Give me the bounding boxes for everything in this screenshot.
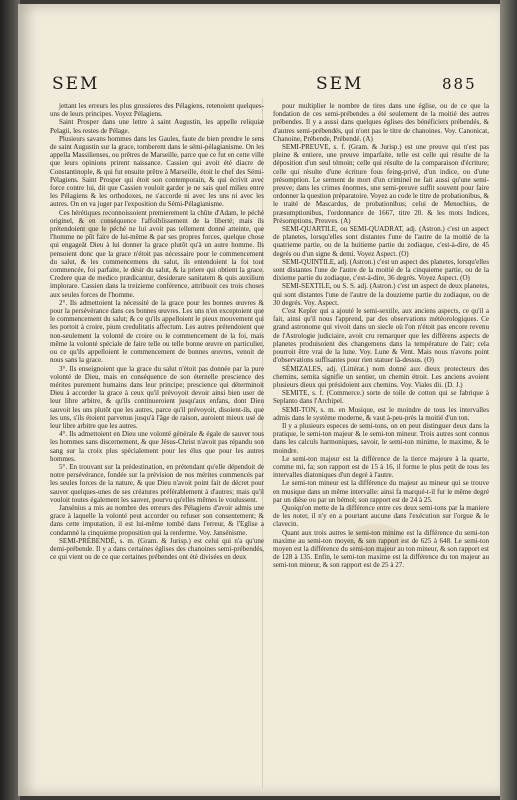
paragraph: SEMI-TON, s. m. en Musique, est le moindre de tous les intervalles admis dans le système moderne, & vaut à-peu-près la moitié d'un ton.	[273, 405, 489, 422]
paragraph: SEMI-PRÉBENDÉ, s. m. (Gram. & Jurisp.) est celui qui n'a qu'une demi-prébende. Il y a dans certaines églises des chanoines semi-prébendés, ce qui vient ou de ce que certaines prébendes ont été divisées en deux	[50, 536, 264, 562]
paragraph: jettant les erreurs les plus grossieres des Pélagiens, retenoient quelques-uns de leurs principes. Voyez Pélagiens.	[50, 102, 264, 119]
running-header	[18, 74, 500, 98]
paragraph: Il y a plusieurs especes de semi-tons, on en peut distinguer deux dans la pratique, le semi-ton majeur & le semi-ton mineur. Trois autres sont connus dans les calculs harmoniques, savoir, le semi-ton minime, le maxime, & le moindre.	[273, 421, 489, 455]
paragraph: Saint Prosper dans une lettre à saint Augustin, les appelle reliquiæ Pelagii, les restes de Pélage.	[50, 118, 264, 135]
paragraph: Jansénius a mis au nombre des erreurs des Pélagiens d'avoir admis une grace à laquelle la volonté peut accorder ou refuser son consentement; & dans cette imputation, il est lui-même tombé dans l'erreur, & l'Eglise a condamné la cinquieme proposition qui la renferme. Voy. Jansénisme.	[50, 503, 264, 537]
paragraph: pour multiplier le nombre de tires dans une église, ou de ce que la fondation de ces semi-prébendes a été seulement de la moitié des autres prébendes. Il y a aussi dans quelques églises des bénéficiers prébendés, & d'autres semi-prébendés, qui n'ont pas le titre de chanoines. Voy. Canonicat, Chanoine, Prébende, Prébendé. (A)	[273, 102, 489, 143]
paragraph: SEMI-SEXTILE, ou S. S. adj. (Astron.) c'est un aspect de deux planetes, qui sont distantes l'une de l'autre de la douzieme partie du zodiaque, ou de 30 degrés. Voy. Aspect.	[273, 282, 489, 307]
paragraph: Le semi-ton mineur est la différence du majeur au mineur qui se trouve en musique dans un même intervalle: ainsi fa marqué-t-il fur le même degré par un dièse ou par un bémol; son rapport est de 24 à 25.	[273, 479, 489, 504]
paragraph: SEMI-QUINTILE, adj. (Astron.) c'est un aspect des planetes, lorsqu'elles sont distantes l'une de l'autre de la moitié de la cinquieme partie, ou de la dixieme partie du zodiaque, c'est-à-dire, 36 degrés. Voyez Aspect. (O)	[273, 257, 489, 283]
right-column	[273, 102, 489, 570]
left-column	[50, 102, 264, 561]
paragraph: SÉMIZALES, adj. (Littérat.) nom donné aux dieux protecteurs des chemins, semita signifie un sentier, un chemin étroit. Les anciens avoient plusieurs dieux qui présidoient aux chemins. Voy. Viales dii. (D. J.)	[273, 364, 489, 389]
paragraph: 5°. En trouvant sur la prédestination, en prétendant qu'elle dépendoit de notre persévérance, fondée sur la prévision de nos mérites commencés par les seules forces de la nature, & que Dieu n'avoit point fait de décret pour sauver quelques-unes de ses créatures préférablement à d'autres; mais qu'il vouloit toutes également les sauver, pourvu qu'elles mêmes le voulussent.	[50, 462, 264, 504]
paragraph: SEMI-PREUVE, s. f. (Gram. & Jurisp.) est une preuve qui n'est pas pleine & entiere, une preuve imparfaite, telle est celle qui résulte de la déposition d'un seul témoin; celle qui résulte de la comparaison d'écriture; celle qui résulte d'une écriture fous feing-privé, d'un indice, ou d'une présomption. Le serment de mort d'un criminel ne fait aussi qu'une semi-preuve; dans les crimes énormes, une semi-preuve suffit souvent pour faire ordonner la question préparatoire. Voyez au code le titre de probationibus, & le traité de Mascardus, de probationibus; celui de Menochius, de præsumptionibus, l'ordonnance de 1667, titre 20. & les mots Indices, Présomptions, Preuves. (A)	[273, 143, 489, 225]
header-right-title: SEM	[316, 74, 364, 94]
page-number: 885	[442, 75, 477, 93]
paragraph: 3°. Ils enseignoient que la grace du salut n'étoit pas donnée par la pure volonté de Dieu, mais en conséquence de son éternelle prescience des mérites purement humains dans leur principe; prescience qui déterminoit Dieu à accorder la grace à ceux qu'il prévoyoit devoir ainsi bien user de leur libre arbitre, & qu'ils continueroient jusqu'aux enfans, dont Dieu sauvoit les uns plutôt que les autres, parce qu'il prévoyoit, disoient-ils, que les uns, s'ils étoient parvenus jusqu'à l'âge de raison, auroient mieux usé de leur libre arbitre que les autres.	[50, 364, 264, 430]
page-edge	[500, 0, 517, 800]
paragraph: 2°. Ils admettoient la nécessité de la grace pour les bonnes œuvres & pour la persévérance dans ces bonnes œuvres. Les uns n'en exceptoient que le commencement du salut; & ce qu'ils appelloient le pieux mouvement qui les portoit à croire, pium credulitatis affectum. Les autres prétendoient que non-seulement la volonté de croire ou le commencement de la foi, mais même la volonté spéciale de faire telle ou telle bonne œuvre en particulier, ou ce qu'ils appelloient le commencement de bonnes œuvres, venoit de nous sans la grace.	[50, 298, 264, 365]
paragraph: C'est Kepler qui a ajouté le semi-sextile, aux anciens aspects, ce qu'il a fait, ainsi qu'il nous l'apprend, par des observations météorologiques. Ce grand astronome qui vivoit dans un siecle où l'on n'étoit pas encore revenu de l'Astrologie judiciaire, avoit cru remarquer que les différens aspects de planetes produisoient des changemens dans la température de l'air; cela pourroit être vrai de la lune. Voy. Lune & Vent. Mais nous n'avons point d'observations suffisantes pour rien statuer là-dessus. (O)	[273, 307, 489, 365]
paragraph: Quant aux trois autres le semi-ton minime est la différence du semi-ton maxime au semi-ton moyen, & son rapport est de 625 à 648. Le semi-ton moyen est la différence du semi-ton majeur au ton mineur, & son rapport est de 128 à 135. Enfin, le semi-ton maxime est la différence du ton majeur au semi-ton mineur, & son rapport est de 25 à 27.	[273, 528, 489, 570]
paragraph: Quoiqu'on mette de la différence entre ces deux semi-tons par la maniere de les noter, il n'y en a pourtant aucune dans l'exécution sur l'orgue & le clavecin.	[273, 503, 489, 529]
book-page	[18, 4, 500, 796]
book-binding	[0, 0, 20, 800]
paragraph: Ces hérétiques reconnoissoient premierement la chûte d'Adam, le péché originel, & en conséquence l'affoiblissement de la liberté; mais ils prétendoient que le péché ne lui avoit pas tellement donné atteinte, que l'homme ne pût faire de lui-même & par ses propres forces, quelque chose qui engageât Dieu à lui donner la grace plutôt qu'à un autre homme. Ils pensoient donc que la grace n'étoit pas nécessaire pour le commencement du salut, & les commencemens du salut, ils entendoient la foi tout commencée, foi parfaite, le désir du salut, & la priere qui obtient la grace. Credere quæ de medico prædicantur, desiderare sanitatem & quis auxilium implorare. Cassien dans la treizieme conférence, attribuoit ces trois choses aux seules forces de l'homme.	[50, 208, 264, 299]
paragraph: Plusieurs savans hommes dans les Gaules, faute de bien prendre le sens de saint Augustin sur la grace, tomberent dans le sémi-pélagianisme. On les appella Massilienses, ou prêtres de Marseille, parce que ce fut en cette ville que leurs opinions prirent naissance. Cassien qui avoit été diacre de Constantinople, & qui fut ensuite prêtre à Marseille, étoit le chef des Sémi-Pélagiens. Saint Prosper qui étoit son contemporain, & qui écrivit avec force contre lui, dit que Cassien vouloit garder je ne sais quel milieu entre les Pélagiens & les orthodoxes, ne s'accorde ni avec les uns ni avec les autres. On en va juger par l'exposition du Sémi-Pélagianisme.	[50, 134, 264, 209]
paragraph: SEMITE, s. f. (Commerce.) sorte de toile de cotton qui se fabrique à Seplanto dans l'Archipel.	[273, 389, 489, 406]
paragraph: Le semi-ton majeur est la différence de la tierce majeure à la quarte, comme mi, fa; son rapport est de 15 à 16, il forme le plus petit de tous les intervalles diatoniques d'un degré à l'autre.	[273, 454, 489, 480]
paragraph: SEMI-QUARTILE, ou SEMI-QUADRAT, adj. (Astron.) c'est un aspect de planetes, lorsqu'elles sont distantes l'une de l'autre de la moitié de la quatrieme partie, ou de la huitieme partie du zodiaque, c'est-à-dire, de 45 degrés ou d'un signe & demi. Voyez Aspect. (O)	[273, 225, 489, 258]
header-left-title: SEM	[52, 74, 100, 94]
paragraph: 4°. Ils admettoient en Dieu une volonté générale & égale de sauver tous les hommes sans discernement, & que Jésus-Christ n'avoit pas répandu son sang sur la croix plus spécialement pour les élus que pour les autres hommes.	[50, 430, 264, 463]
